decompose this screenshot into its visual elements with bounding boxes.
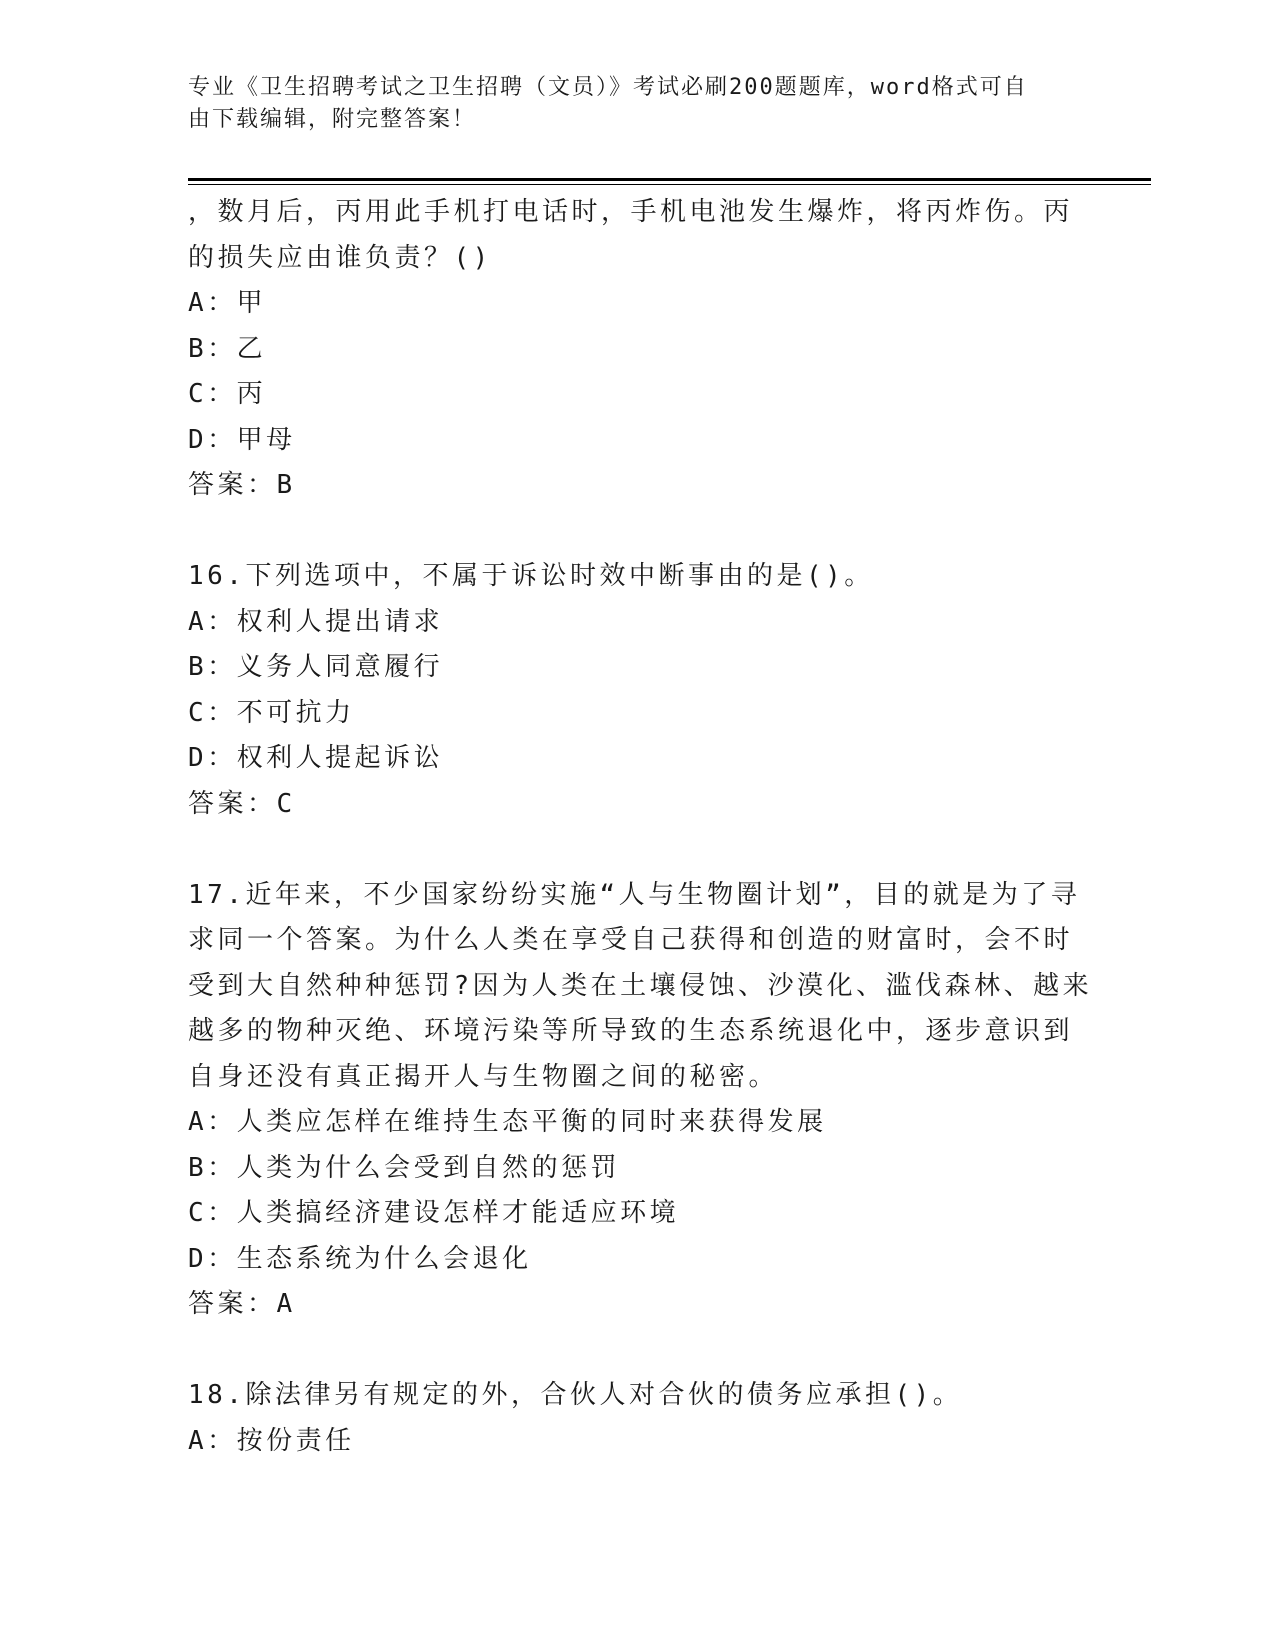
question-18 xyxy=(188,1373,1088,1464)
question-stem-line: ，数月后，丙用此手机打电话时，手机电池发生爆炸，将丙炸伤。丙 xyxy=(188,197,1074,227)
question-stem-line: 受到大自然种种惩罚?因为人类在土壤侵蚀、沙漠化、滥伐森林、越来 xyxy=(188,970,1093,1001)
option-b: B：人类为什么会受到自然的惩罚 xyxy=(188,1152,621,1183)
option-a: A：甲 xyxy=(188,288,267,318)
option-a: A：权利人提出请求 xyxy=(188,606,444,637)
answer-line: 答案：B xyxy=(188,470,296,500)
document-header xyxy=(188,72,1088,136)
option-b: B：义务人同意履行 xyxy=(188,652,444,682)
option-d: D：生态系统为什么会退化 xyxy=(188,1243,532,1274)
question-16 xyxy=(188,554,1088,827)
spacer xyxy=(188,1328,1088,1374)
question-stem-line: 自身还没有真正揭开人与生物圈之间的秘密。 xyxy=(188,1061,779,1092)
option-d: D：权利人提起诉讼 xyxy=(188,743,444,773)
option-a: A：人类应怎样在维持生态平衡的同时来获得发展 xyxy=(188,1107,827,1137)
question-stem-line: 18.除法律另有规定的外，合伙人对合伙的债务应承担()。 xyxy=(188,1380,963,1410)
question-stem-line: 的损失应由谁负责？() xyxy=(188,242,492,273)
header-rule-thick xyxy=(188,178,1151,181)
answer-line: 答案：A xyxy=(188,1289,296,1319)
question-stem-line: 16.下列选项中，不属于诉讼时效中断事由的是()。 xyxy=(188,561,874,591)
question-stem-line: 求同一个答案。为什么人类在享受自己获得和创造的财富时，会不时 xyxy=(188,925,1074,955)
option-c: C：丙 xyxy=(188,379,267,409)
header-line-1: 专业《卫生招聘考试之卫生招聘（文员）》考试必刷200题题库，word格式可自 xyxy=(188,75,1028,100)
answer-line: 答案：C xyxy=(188,788,296,819)
spacer xyxy=(188,509,1088,555)
header-line-2: 由下载编辑，附完整答案！ xyxy=(188,107,477,132)
question-content xyxy=(188,190,1093,1464)
header-rule-thin xyxy=(188,184,1151,185)
option-c: C：人类搞经济建设怎样才能适应环境 xyxy=(188,1198,680,1228)
question-15 xyxy=(188,190,1088,509)
question-stem-line: 17.近年来，不少国家纷纷实施“人与生物圈计划”，目的就是为了寻 xyxy=(188,879,1081,910)
option-d: D：甲母 xyxy=(188,424,296,455)
option-b: B：乙 xyxy=(188,333,267,364)
spacer xyxy=(188,827,1088,873)
question-stem-line: 越多的物种灭绝、环境污染等所导致的生态系统退化中，逐步意识到 xyxy=(188,1016,1074,1046)
question-17 xyxy=(188,873,1093,1328)
option-c: C：不可抗力 xyxy=(188,697,355,728)
option-a: A：按份责任 xyxy=(188,1425,355,1456)
